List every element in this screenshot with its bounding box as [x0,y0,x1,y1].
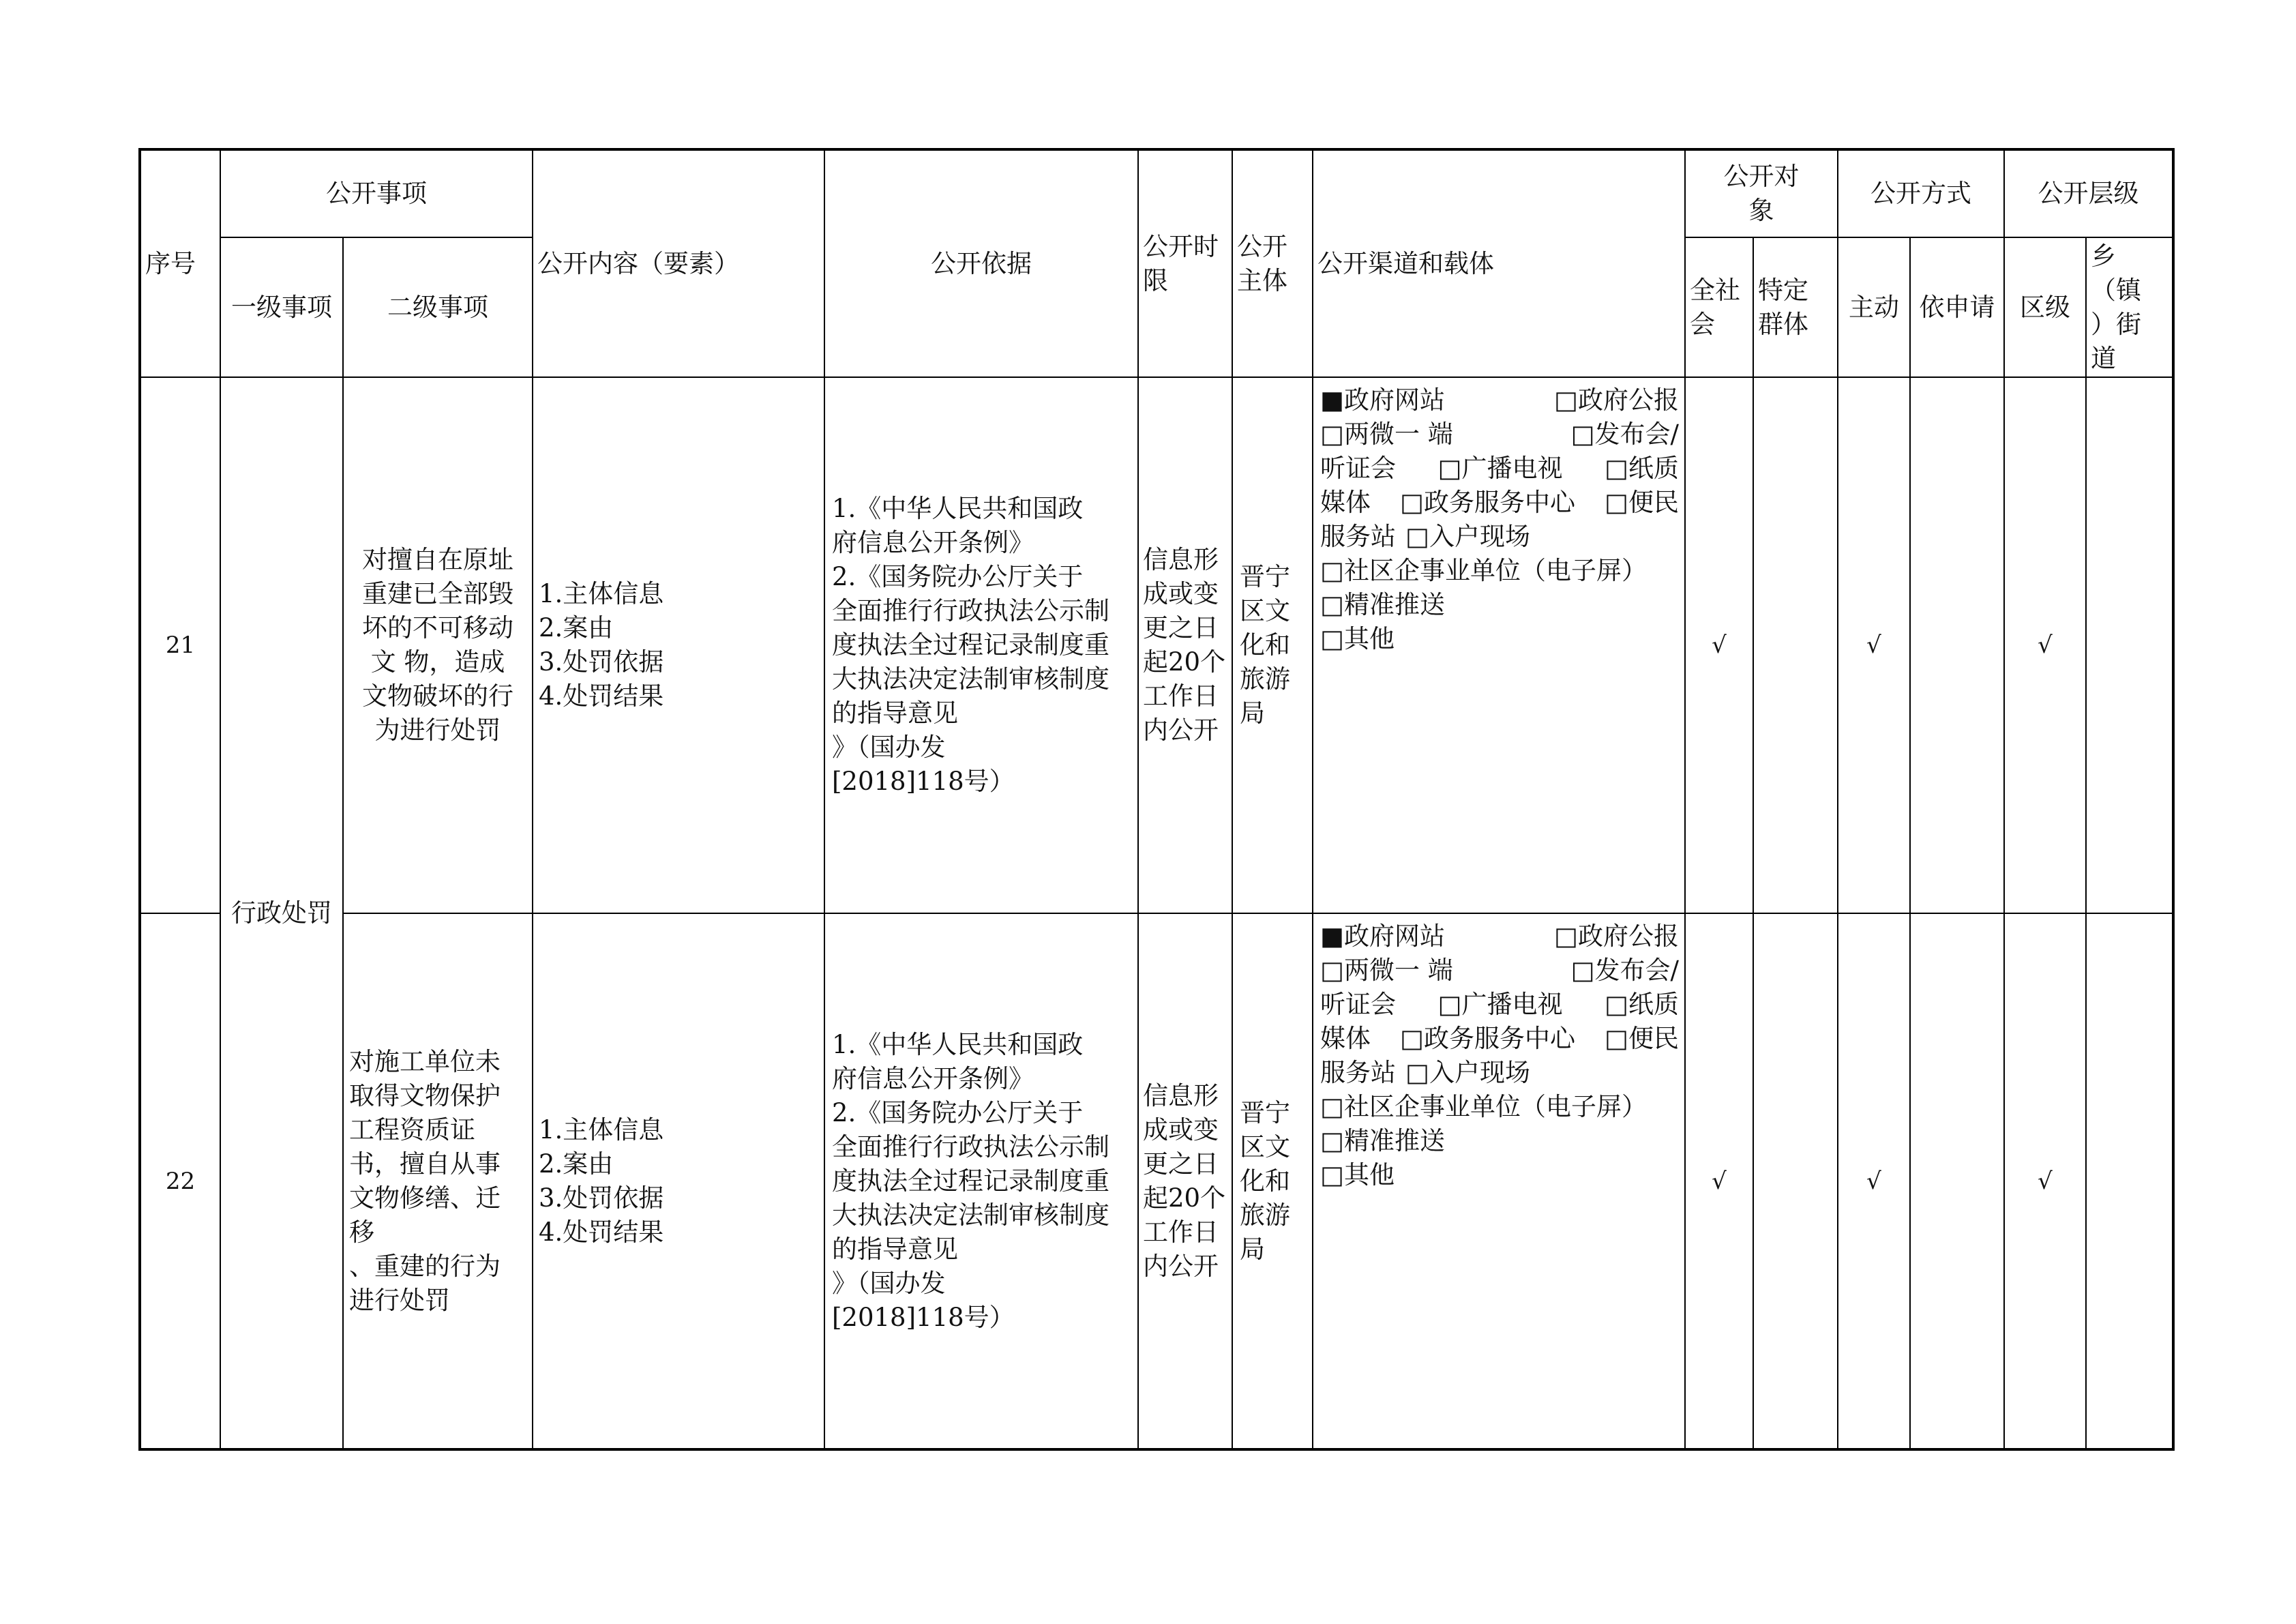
channel-option: □政府公报 [1554,921,1679,951]
channel-option: □两微一 端 [1320,419,1453,449]
time-line: 内公开 [1143,1251,1219,1281]
header-content: 公开内容（要素） [533,149,824,377]
item-line: 书，擅自从事 [349,1149,501,1179]
subject-line: 晋宁 [1240,562,1290,591]
subject-line: 旅游 [1240,664,1290,694]
header-time-limit-line: 公开时 [1143,231,1219,261]
channel-option: □精准推送 [1320,1126,1445,1155]
channel-line [1320,1022,1679,1056]
header-item-l2: 二级事项 [343,237,533,377]
channel-option: 听证会 [1320,990,1396,1019]
channel-option: □发布会/ [1570,956,1679,985]
content-line: 4.处罚结果 [539,681,664,711]
row-time-limit [1138,377,1232,913]
row-channels [1313,377,1685,913]
subject-line: 局 [1240,698,1265,728]
basis-line: 2.《国务院办公厅关于 [832,562,1084,591]
item-line: 文物破坏的行 [362,681,513,711]
header-basis: 公开依据 [824,149,1138,377]
channel-option: ■政府网站 [1320,385,1445,415]
header-level: 公开层级 [2004,149,2173,237]
header-target-group-line: 特定 [1758,275,1808,305]
header-target-all-line: 会 [1690,309,1715,339]
row-channels [1313,913,1685,1449]
header-item-l1: 一级事项 [220,237,343,377]
channel-line [1320,919,1679,954]
header-level-town-line: 道 [2091,343,2116,373]
header-method-active: 主动 [1838,237,1910,377]
channel-option: 媒体 [1320,1024,1371,1053]
content-line: 3.处罚依据 [539,1183,664,1213]
header-seq: 序号 [140,149,220,377]
header-time-limit-line: 限 [1143,265,1168,295]
basis-line: 全面推行行政执法公示制 [832,596,1109,625]
row-item-l2 [343,913,533,1449]
channel-option: □其他 [1320,1160,1395,1190]
channel-option: □便民 [1605,488,1679,517]
content-line: 1.主体信息 [539,579,664,608]
item-line: 取得文物保护 [349,1080,501,1110]
row-content [533,913,824,1449]
row-time-limit [1138,913,1232,1449]
basis-line: 大执法决定法制审核制度 [832,664,1109,694]
item-line: 坏的不可移动 [362,613,513,643]
item-line: 重建已全部毁 [362,579,513,608]
channel-option: □广播电视 [1437,454,1563,483]
time-line: 成或变 [1143,579,1219,608]
item-line: 移 [349,1217,374,1247]
channel-line [1320,954,1679,988]
row-target-all: √ [1685,377,1753,913]
row-target-all: √ [1685,913,1753,1449]
basis-line: [2018]118号） [832,1302,1015,1332]
channel-option: □入户现场 [1405,1058,1530,1087]
header-item: 公开事项 [220,149,533,237]
item-line: 工程资质证 [349,1114,475,1145]
channel-option: □纸质 [1605,454,1679,483]
header-time-limit [1138,149,1232,377]
channel-option: □便民 [1605,1024,1679,1053]
subject-line: 旅游 [1240,1200,1290,1230]
row-content [533,377,824,913]
item-line: 为进行处罚 [374,715,501,745]
basis-line: 大执法决定法制审核制度 [832,1200,1109,1230]
header-level-town-line: 乡 [2091,241,2116,271]
time-line: 成或变 [1143,1114,1219,1145]
header-target-line: 象 [1748,196,1774,225]
header-channels: 公开渠道和载体 [1313,149,1685,377]
basis-line: 府信息公开条例》 [832,528,1034,557]
time-line: 内公开 [1143,715,1219,745]
channel-option: □纸质 [1605,990,1679,1019]
row-method-active: √ [1838,913,1910,1449]
row-level-town [2086,913,2173,1449]
row-target-group [1753,913,1838,1449]
basis-line: 度执法全过程记录制度重 [832,630,1109,660]
header-subject [1232,149,1313,377]
row-basis [824,377,1138,913]
content-line: 1.主体信息 [539,1114,664,1145]
time-line: 信息形 [1143,1080,1219,1110]
subject-line: 区文 [1240,596,1290,625]
category-cell: 行政处罚 [220,377,343,1449]
time-line: 起20个 [1143,647,1226,677]
time-line: 更之日 [1143,1149,1219,1179]
channel-line [1320,520,1679,554]
time-line: 工作日 [1143,681,1219,711]
subject-line: 化和 [1240,1166,1290,1196]
subject-line: 区文 [1240,1132,1290,1162]
basis-line: 》（国办发 [832,733,946,762]
basis-line: 的指导意见 [832,1234,958,1264]
content-line: 3.处罚依据 [539,647,664,677]
header-target-group [1753,237,1838,377]
header-subject-line: 公开 [1237,231,1287,261]
basis-line: 》（国办发 [832,1268,946,1298]
row-method-apply [1910,913,2004,1449]
header-target [1685,149,1838,237]
channel-line [1320,988,1679,1022]
basis-line: 度执法全过程记录制度重 [832,1166,1109,1196]
disclosure-table-sheet [138,148,2175,1451]
channel-option: □其他 [1320,624,1395,653]
row-level-district: √ [2004,377,2086,913]
channel-option: □政府公报 [1554,385,1679,415]
subject-line: 晋宁 [1240,1097,1290,1127]
channel-line [1320,1056,1679,1090]
row-level-town [2086,377,2173,913]
channel-option: 听证会 [1320,454,1396,483]
basis-line: 全面推行行政执法公示制 [832,1132,1109,1162]
row-method-active: √ [1838,377,1910,913]
time-line: 信息形 [1143,545,1219,574]
row-seq: 22 [140,913,220,1449]
content-line: 2.案由 [539,1149,614,1179]
channel-option: □广播电视 [1437,990,1563,1019]
basis-line: 2.《国务院办公厅关于 [832,1097,1084,1127]
table-row [140,913,2173,1449]
header-method-apply: 依申请 [1910,237,2004,377]
item-line: 文 物，造成 [370,647,505,677]
channel-option: □发布会/ [1570,419,1679,449]
header-method: 公开方式 [1838,149,2004,237]
row-subject [1232,377,1313,913]
header-target-line: 公开对 [1723,162,1800,191]
subject-line: 局 [1240,1234,1265,1264]
header-target-all-line: 全社 [1690,275,1740,305]
channel-option: 服务站 [1320,1058,1396,1087]
row-level-district: √ [2004,913,2086,1449]
item-line: 进行处罚 [349,1285,450,1315]
item-line: 、重建的行为 [349,1251,501,1281]
row-target-group [1753,377,1838,913]
header-target-all [1685,237,1753,377]
channel-line [1320,383,1679,417]
subject-line: 化和 [1240,630,1290,660]
channel-option: 服务站 [1320,522,1396,551]
channel-line [1320,452,1679,486]
item-line: 对施工单位未 [349,1046,501,1076]
channel-line [1320,486,1679,520]
row-item-l2 [343,377,533,913]
basis-line: 府信息公开条例》 [832,1063,1034,1093]
basis-line: 1.《中华人民共和国政 [832,1029,1084,1059]
basis-line: [2018]118号） [832,767,1015,796]
channel-option: ■政府网站 [1320,921,1445,951]
item-line: 文物修缮、迁 [349,1183,501,1213]
row-seq: 21 [140,377,220,913]
header-level-district: 区级 [2004,237,2086,377]
header-row-1 [140,149,2173,237]
row-subject [1232,913,1313,1449]
channel-option: □两微一 端 [1320,956,1453,985]
channel-option: □社区企事业单位（电子屏） [1320,556,1647,585]
basis-line: 的指导意见 [832,698,958,728]
channel-option: 媒体 [1320,488,1371,517]
channel-option: □政务服务中心 [1400,488,1575,517]
time-line: 起20个 [1143,1183,1226,1213]
channel-option: □入户现场 [1405,522,1530,551]
channel-line [1320,417,1679,452]
row-method-apply [1910,377,2004,913]
channel-option: □精准推送 [1320,590,1445,619]
header-level-town-line: （镇 [2091,275,2141,305]
header-subject-line: 主体 [1237,265,1287,295]
header-level-town-line: ）街 [2091,309,2141,339]
channel-option: □政务服务中心 [1400,1024,1575,1053]
channel-option: □社区企事业单位（电子屏） [1320,1092,1647,1121]
content-line: 2.案由 [539,613,614,643]
basis-line: 1.《中华人民共和国政 [832,494,1084,523]
header-target-group-line: 群体 [1758,309,1808,339]
header-level-town [2086,237,2173,377]
time-line: 更之日 [1143,613,1219,643]
item-line: 对擅自在原址 [362,545,513,574]
time-line: 工作日 [1143,1217,1219,1247]
disclosure-table [138,148,2175,1451]
table-row [140,377,2173,913]
row-basis [824,913,1138,1449]
content-line: 4.处罚结果 [539,1217,664,1247]
